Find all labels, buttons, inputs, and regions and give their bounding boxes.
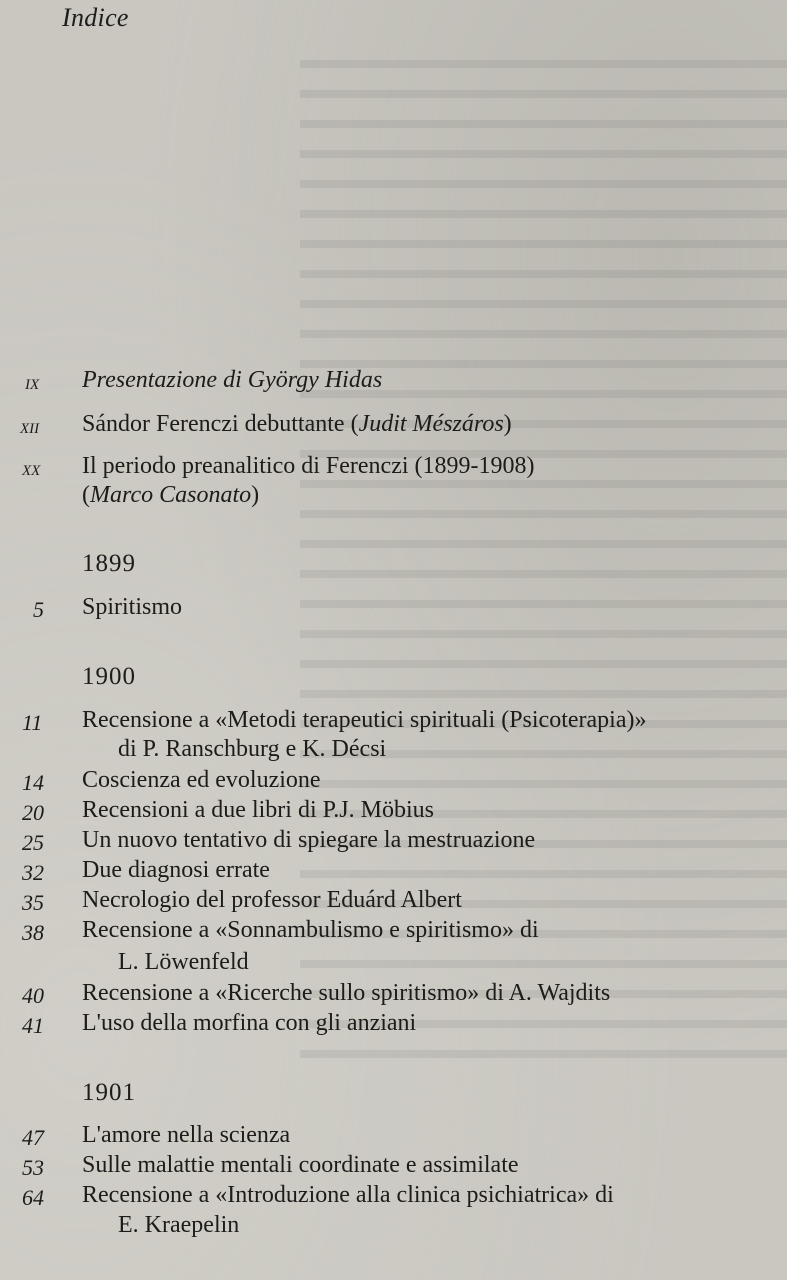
- page-number: 20: [22, 800, 44, 825]
- page-number: xx: [22, 456, 41, 480]
- toc-entry: [82, 410, 512, 438]
- toc-entry: Recensione a «Ricerche sullo spiritismo» di A. Wajdits: [82, 980, 611, 1006]
- page-number: 40: [22, 983, 44, 1008]
- page-number: 64: [22, 1185, 44, 1210]
- page-number: 38: [22, 920, 44, 945]
- year-heading: 1900: [82, 663, 136, 690]
- toc-entry: Il periodo preanalitico di Ferenczi (1899-1908): [82, 453, 535, 479]
- toc-entry-continuation: L. Löwenfeld: [118, 949, 249, 975]
- toc-entry-continuation: [82, 481, 259, 509]
- page-number: 35: [22, 890, 44, 915]
- toc-entry: Spiritismo: [82, 594, 183, 620]
- toc-entry: Presentazione di György Hidas: [82, 367, 383, 393]
- page-number: 41: [22, 1013, 44, 1038]
- page-number: 25: [22, 830, 44, 855]
- toc-entry-author: Judit Mészáros: [358, 411, 504, 437]
- toc-entry: Recensioni a due libri di P.J. Möbius: [82, 797, 434, 823]
- page-number: xii: [20, 414, 40, 438]
- toc-entry-paren: (: [82, 482, 90, 508]
- toc-entry: Due diagnosi errate: [82, 857, 270, 883]
- page-number: 53: [22, 1155, 44, 1180]
- page-number: 11: [22, 710, 43, 735]
- page-number: 14: [22, 770, 44, 795]
- toc-entry-title: Sándor Ferenczi debuttante (: [82, 411, 359, 437]
- year-heading: 1901: [82, 1079, 136, 1106]
- toc-entry: Recensione a «Introduzione alla clinica psichiatrica» di: [82, 1182, 614, 1208]
- toc-entry: Un nuovo tentativo di spiegare la mestruazione: [82, 827, 536, 853]
- toc-entry-continuation: E. Kraepelin: [118, 1212, 240, 1238]
- page-number: 5: [33, 597, 44, 622]
- page-number: 32: [22, 860, 44, 885]
- page-number: ix: [25, 370, 40, 394]
- year-heading: 1899: [82, 550, 136, 577]
- toc-entry-paren: ): [251, 482, 260, 508]
- toc-entry: L'uso della morfina con gli anziani: [82, 1010, 417, 1036]
- page-number: 47: [22, 1125, 44, 1150]
- toc-entry: L'amore nella scienza: [82, 1122, 291, 1148]
- toc-entry: Recensione a «Sonnambulismo e spiritismo» di: [82, 917, 539, 943]
- toc-entry: Coscienza ed evoluzione: [82, 767, 321, 793]
- toc-entry-title-end: ): [503, 411, 512, 437]
- toc-entry: Recensione a «Metodi terapeutici spirituali (Psicoterapia)»: [82, 707, 647, 733]
- toc-entry: Necrologio del professor Eduárd Albert: [82, 887, 462, 913]
- toc-entry: Sulle malattie mentali coordinate e assimilate: [82, 1152, 519, 1178]
- toc-entry-author: Marco Casonato: [90, 482, 252, 508]
- toc-entry-continuation: di P. Ranschburg e K. Décsi: [118, 736, 387, 762]
- page-header: Indice: [62, 3, 129, 32]
